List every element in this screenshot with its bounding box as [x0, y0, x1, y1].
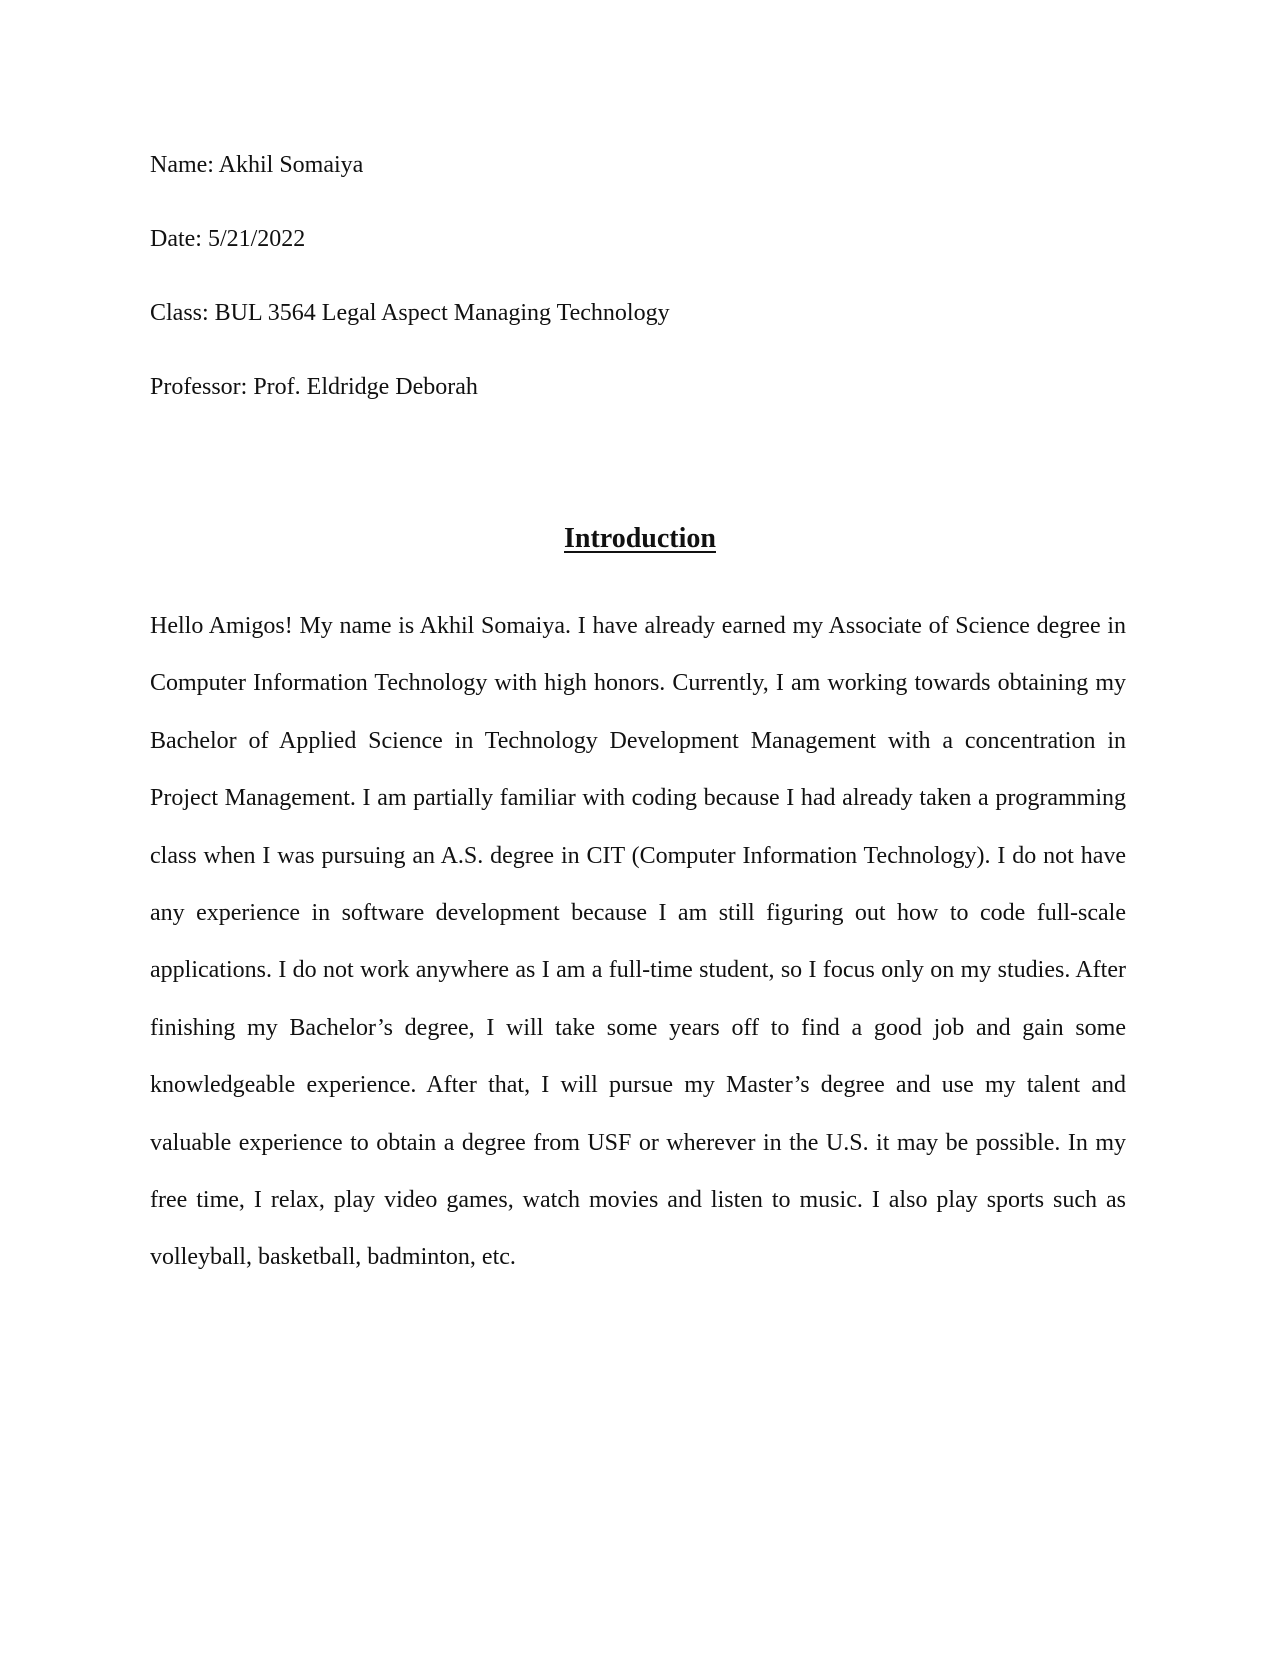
assignment-date: Date: 5/21/2022	[150, 226, 306, 252]
introduction-paragraph: Hello Amigos! My name is Akhil Somaiya. I have already earned my Associate of Science degree in Computer Information Technology with high honors. Currently, I am working towards obtaining my Bachelor of Applied Science in Technology Development Management with a concentration in Project Management. I am partially familiar with coding because I had already taken a programming class when I was pursuing an A.S. degree in CIT (Computer Information Technology). I do not have any experience in software development because I am still figuring out how to code full-scale applications. I do not work anywhere as I am a full-time student, so I focus only on my studies. After finishing my Bachelor’s degree, I will take some years off to find a good job and gain some knowledgeable experience. After that, I will pursue my Master’s degree and use my talent and valuable experience to obtain a degree from USF or wherever in the U.S. it may be possible. In my free time, I relax, play video games, watch movies and listen to music. I also play sports such as volleyball, basketball, badminton, etc.	[150, 613, 1126, 1271]
student-name: Name: Akhil Somaiya	[150, 152, 364, 178]
section-heading: Introduction	[564, 523, 716, 554]
class-name: Class: BUL 3564 Legal Aspect Managing Technology	[150, 300, 670, 326]
professor-name: Professor: Prof. Eldridge Deborah	[150, 374, 478, 400]
